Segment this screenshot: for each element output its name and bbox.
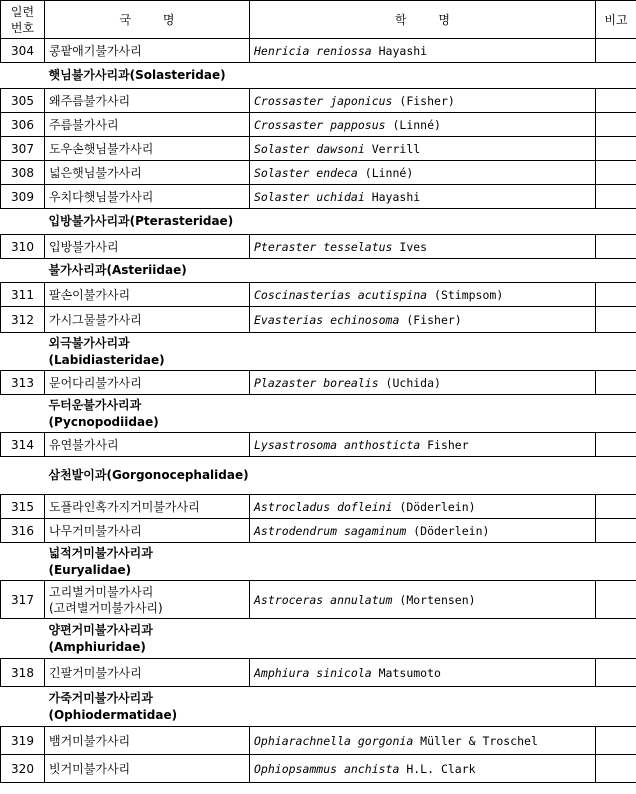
remarks-cell: [596, 185, 636, 209]
family-name: 넓적거미불가사리과: [48, 545, 153, 560]
scientific-name-author: (Fisher): [392, 93, 455, 108]
scientific-name: [250, 727, 596, 755]
scientific-name-author: Hayashi: [364, 189, 421, 204]
family-heading-row: [1, 687, 636, 727]
scientific-name-author: (Döderlein): [406, 523, 490, 538]
korean-name-line: 가시그물불가사리: [49, 313, 142, 327]
serial-number: 307: [1, 137, 45, 161]
korean-name: [45, 137, 250, 161]
serial-number: 313: [1, 371, 45, 395]
scientific-name-binomial: Ophiopsammus anchista: [254, 761, 400, 776]
scientific-name: [250, 283, 596, 307]
scientific-name-binomial: Astrodendrum sagaminum: [254, 523, 407, 538]
family-heading: [1, 209, 636, 235]
table-row: [1, 727, 636, 755]
scientific-name-author: Ives: [392, 239, 428, 254]
scientific-name-author: (Döderlein): [392, 499, 476, 514]
scientific-name: [250, 307, 596, 333]
family-name: 양편거미불가사리과: [48, 622, 153, 637]
korean-name-line: 도우손햇님불가사리: [49, 142, 154, 156]
korean-name: [45, 755, 250, 783]
serial-number: 311: [1, 283, 45, 307]
korean-name-line: 넓은햇님불가사리: [49, 166, 142, 180]
korean-name-line: 우치다햇님불가사리: [49, 190, 154, 204]
family-heading: [1, 619, 636, 659]
table-row: [1, 235, 636, 259]
remarks-cell: [596, 371, 636, 395]
header-serial-number: 일련 번호: [1, 1, 45, 39]
korean-name-line: 뱀거미불가사리: [49, 734, 131, 748]
table-row: [1, 39, 636, 63]
scientific-name-author: (Stimpsom): [427, 287, 504, 302]
scientific-name: [250, 581, 596, 619]
scientific-name-binomial: Coscinasterias acutispina: [254, 287, 428, 302]
korean-name: [45, 113, 250, 137]
remarks-cell: [596, 283, 636, 307]
family-heading-row: [1, 395, 636, 433]
table-row: [1, 283, 636, 307]
family-heading: [1, 687, 636, 727]
family-heading: [1, 259, 636, 283]
korean-name: [45, 433, 250, 457]
serial-number: 315: [1, 495, 45, 519]
korean-name: [45, 727, 250, 755]
table-row: [1, 755, 636, 783]
scientific-name: [250, 185, 596, 209]
scientific-name: [250, 137, 596, 161]
family-latin-name: (Amphiuridae): [48, 639, 146, 654]
table-row: [1, 307, 636, 333]
korean-name: [45, 581, 250, 619]
table-row: [1, 113, 636, 137]
family-heading-row: [1, 63, 636, 89]
family-latin-name: (Ophiodermatidae): [48, 707, 178, 722]
remarks-cell: [596, 755, 636, 783]
korean-name-line: 문어다리불가사리: [49, 376, 142, 390]
scientific-name: [250, 371, 596, 395]
header-korean-name: 국 명: [45, 1, 250, 39]
remarks-cell: [596, 235, 636, 259]
table-row: [1, 137, 636, 161]
korean-name-line: 빗거미불가사리: [49, 762, 131, 776]
family-name: 삼천발이과(Gorgonocephalidae): [48, 468, 249, 482]
korean-name-line: 콩팥애기불가사리: [49, 44, 142, 58]
family-name: 외극불가사리과: [48, 335, 130, 350]
scientific-name-binomial: Plazaster borealis: [254, 375, 379, 390]
korean-name: [45, 161, 250, 185]
table-row: [1, 519, 636, 543]
korean-name: [45, 89, 250, 113]
scientific-name-binomial: Lysastrosoma anthosticta: [254, 437, 421, 452]
serial-number: 309: [1, 185, 45, 209]
scientific-name-binomial: Evasterias echinosoma: [254, 312, 400, 327]
scientific-name: [250, 433, 596, 457]
serial-number: 304: [1, 39, 45, 63]
family-heading-row: [1, 259, 636, 283]
scientific-name-binomial: Crossaster japonicus: [254, 93, 393, 108]
scientific-name: [250, 113, 596, 137]
family-latin-name: (Pycnopodiidae): [48, 414, 159, 429]
table-row: [1, 89, 636, 113]
scientific-name-author: (Mortensen): [392, 592, 476, 607]
remarks-cell: [596, 113, 636, 137]
scientific-name: [250, 495, 596, 519]
serial-number: 317: [1, 581, 45, 619]
table-row: [1, 371, 636, 395]
scientific-name-binomial: Henricia reniossa: [254, 43, 372, 58]
family-heading: [1, 333, 636, 371]
korean-name-line: 유연불가사리: [49, 438, 119, 452]
serial-number: 310: [1, 235, 45, 259]
scientific-name-author: Verrill: [364, 141, 421, 156]
family-latin-name: (Euryalidae): [48, 562, 132, 577]
header-remarks: 비고: [596, 1, 636, 39]
scientific-name: [250, 519, 596, 543]
table-row: [1, 433, 636, 457]
korean-name-line: 주름불가사리: [49, 118, 119, 132]
scientific-name-author: H.L. Clark: [399, 761, 476, 776]
korean-name: [45, 283, 250, 307]
family-heading: [1, 63, 636, 89]
scientific-name: [250, 89, 596, 113]
remarks-cell: [596, 495, 636, 519]
family-heading: [1, 395, 636, 433]
scientific-name-binomial: Crossaster papposus: [254, 117, 386, 132]
family-latin-name: (Labidiasteridae): [48, 352, 165, 367]
korean-name: [45, 371, 250, 395]
serial-number: 320: [1, 755, 45, 783]
table-row: [1, 185, 636, 209]
korean-name-line: 긴팔거미불가사리: [49, 666, 142, 680]
korean-name: [45, 235, 250, 259]
scientific-name-author: (Fisher): [399, 312, 462, 327]
family-name: 불가사리과(Asteriidae): [48, 263, 187, 277]
remarks-cell: [596, 727, 636, 755]
korean-name: [45, 659, 250, 687]
serial-number: 314: [1, 433, 45, 457]
scientific-name: [250, 659, 596, 687]
korean-name-alt: (고려별거미불가사리): [49, 600, 163, 615]
family-heading-row: [1, 333, 636, 371]
scientific-name-author: (Uchida): [378, 375, 441, 390]
korean-name: [45, 307, 250, 333]
serial-number: 305: [1, 89, 45, 113]
scientific-name-author: (Linné): [357, 165, 414, 180]
serial-number: 316: [1, 519, 45, 543]
family-heading-row: [1, 209, 636, 235]
header-row: [1, 1, 636, 39]
scientific-name-author: Hayashi: [371, 43, 428, 58]
scientific-name-binomial: Solaster dawsoni: [254, 141, 365, 156]
korean-name-line: 도플라인혹가지거미불가사리: [49, 500, 200, 514]
remarks-cell: [596, 659, 636, 687]
serial-number: 308: [1, 161, 45, 185]
scientific-name-author: Fisher: [420, 437, 469, 452]
header-scientific-name: 학 명: [250, 1, 596, 39]
serial-number: 312: [1, 307, 45, 333]
korean-name-line: 왜주름불가사리: [49, 94, 131, 108]
korean-name-line: 팔손이불가사리: [49, 288, 131, 302]
scientific-name: [250, 755, 596, 783]
scientific-name: [250, 161, 596, 185]
korean-name-line: 고리별거미불가사리: [49, 584, 154, 599]
family-heading: [1, 543, 636, 581]
family-name: 햇님불가사리과(Solasteridae): [48, 68, 226, 82]
serial-number: 306: [1, 113, 45, 137]
remarks-cell: [596, 161, 636, 185]
serial-number: 319: [1, 727, 45, 755]
table-row: [1, 581, 636, 619]
remarks-cell: [596, 433, 636, 457]
scientific-name-binomial: Amphiura sinicola: [254, 665, 372, 680]
family-heading: [1, 457, 636, 495]
korean-name: [45, 495, 250, 519]
scientific-name-author: Müller & Troschel: [413, 733, 538, 748]
table-row: [1, 161, 636, 185]
scientific-name-binomial: Ophiarachnella gorgonia: [254, 733, 414, 748]
table-row: [1, 495, 636, 519]
scientific-name-author: Matsumoto: [371, 665, 441, 680]
family-name: 입방불가사리과(Pterasteridae): [48, 214, 234, 228]
remarks-cell: [596, 581, 636, 619]
scientific-name: [250, 235, 596, 259]
scientific-name-author: (Linné): [385, 117, 441, 132]
remarks-cell: [596, 307, 636, 333]
serial-number: 318: [1, 659, 45, 687]
remarks-cell: [596, 137, 636, 161]
scientific-name-binomial: Solaster uchidai: [254, 189, 365, 204]
korean-name-line: 나무거미불가사리: [49, 524, 142, 538]
korean-name: [45, 519, 250, 543]
korean-name-line: 입방불가사리: [49, 240, 119, 254]
table-row: [1, 659, 636, 687]
family-heading-row: [1, 619, 636, 659]
remarks-cell: [596, 89, 636, 113]
remarks-cell: [596, 39, 636, 63]
korean-name: [45, 39, 250, 63]
scientific-name-binomial: Astrocladus dofleini: [254, 499, 393, 514]
family-heading-row: [1, 543, 636, 581]
scientific-name-binomial: Solaster endeca: [254, 165, 358, 180]
family-name: 두터운불가사리과: [48, 397, 142, 412]
family-heading-row: [1, 457, 636, 495]
remarks-cell: [596, 519, 636, 543]
scientific-name-binomial: Astroceras annulatum: [254, 592, 393, 607]
family-name: 가죽거미불가사리과: [48, 690, 153, 705]
scientific-name: [250, 39, 596, 63]
scientific-name-binomial: Pteraster tesselatus: [254, 239, 393, 254]
korean-name: [45, 185, 250, 209]
